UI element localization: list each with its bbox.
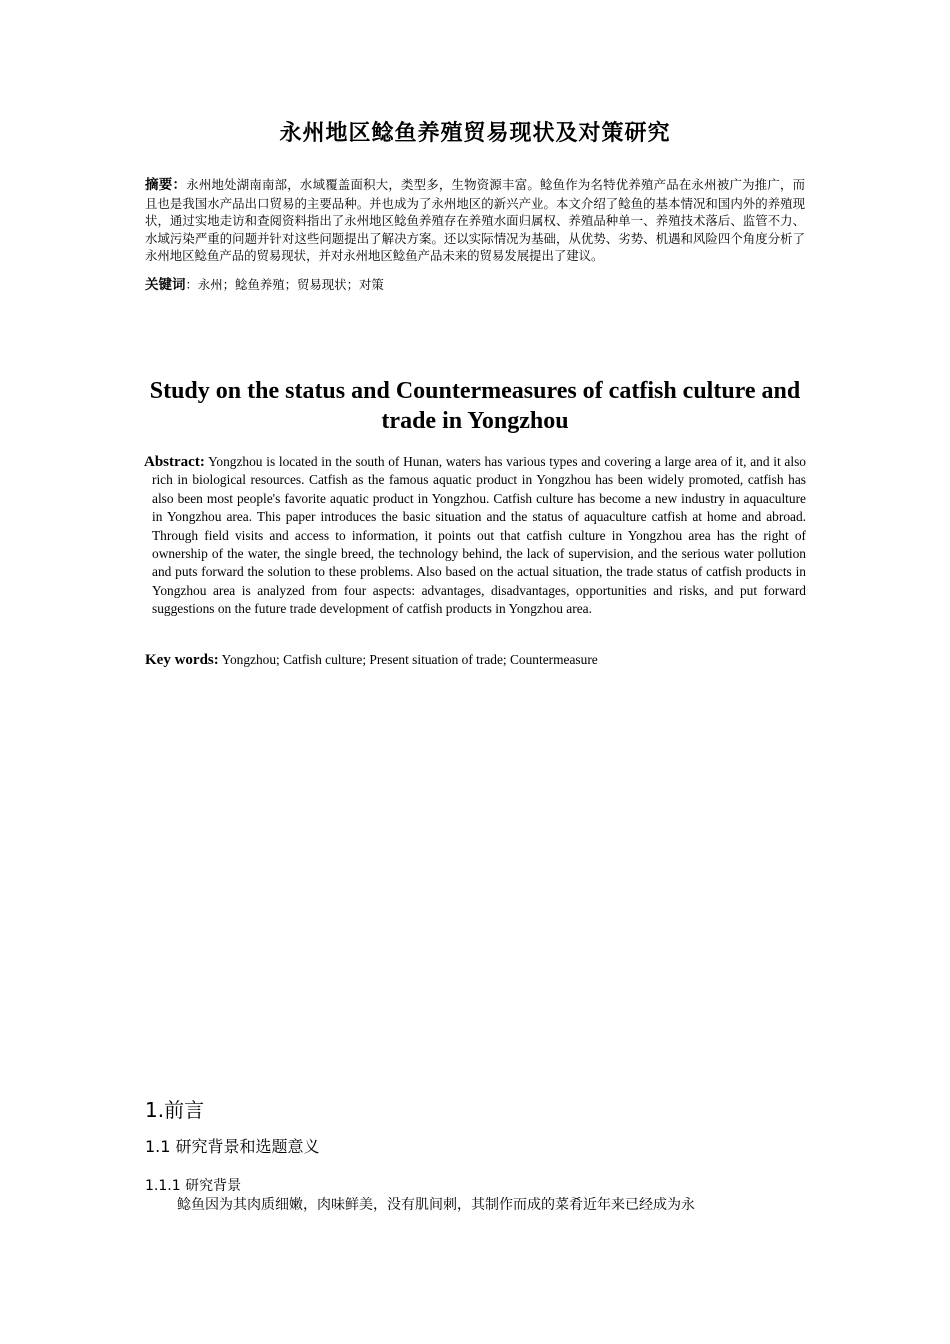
chinese-keywords: [145, 276, 805, 295]
chinese-keywords-text: ：永州；鲶鱼养殖；贸易现状；对策: [185, 277, 384, 292]
english-title: Study on the status and Countermeasures of catfish culture and trade in Yongzhou: [149, 378, 801, 434]
english-keywords-label: Key words:: [145, 652, 219, 668]
chinese-abstract-label: 摘要：: [145, 177, 187, 193]
english-keywords: [145, 651, 805, 669]
english-abstract-label: Abstract:: [144, 454, 205, 470]
section-heading-1: 1.前言: [145, 1098, 205, 1122]
chinese-abstract-text: 永州地处湖南南部，水域覆盖面积大，类型多，生物资源丰富。鲶鱼作为名特优养殖产品在永州被广为推广，而且也是我国水产品出口贸易的主要品种。并也成为了永州地区的新兴产业。本文介绍了鲶鱼的基本情况和国内外的养殖现状，通过实地走访和查阅资料指出了永州地区鲶鱼养殖存在养殖水面归属权、养殖品种单一、养殖技术落后、监管不力、水域污染严重的问题并针对这些问题提出了解决方案。还以实际情况为基础，从优势、劣势、机遇和风险四个角度分析了永州地区鲶鱼产品的贸易现状，并对永州地区鲶鱼产品未来的贸易发展提出了建议。: [145, 177, 806, 264]
english-keywords-text: Yongzhou; Catfish culture; Present situation of trade; Countermeasure: [221, 652, 598, 667]
chinese-title: 永州地区鲶鱼养殖贸易现状及对策研究: [279, 121, 671, 146]
chinese-keywords-label: 关键词: [145, 277, 186, 293]
english-abstract-text: Yongzhou is located in the south of Hunan, waters has various types and covering a large area of it, and it also rich in biological resources. Catfish as the famous aquatic product in Yongzhou has been widely promoted, catfish has also been most people's favorite aquatic product in Yongzhou. Catfish culture has become a new industry in aquaculture in Yongzhou area. This paper introduces the basic situation and the status of aquaculture catfish at home and abroad. Through field visits and access to information, it points out that catfish culture in Yongzhou area has the right of ownership of the water, the single breed, the technology behind, the lack of supervision, and the serious water pollution and puts forward the solution to these problems. Also based on the actual situation, the trade status of catfish products in Yongzhou area is analyzed from four aspects: advantages, disadvantages, opportunities and risks, and put forward suggestions on the future trade development of catfish products in Yongzhou area.: [152, 454, 806, 617]
body-paragraph: 鲶鱼因为其肉质细嫩，肉味鲜美，没有肌间刺，其制作而成的菜肴近年来已经成为永: [177, 1197, 695, 1213]
section-heading-1-1-1: 1.1.1 研究背景: [145, 1178, 242, 1194]
english-abstract: [144, 453, 806, 619]
section-heading-1-1: 1.1 研究背景和选题意义: [145, 1137, 320, 1156]
chinese-abstract: [145, 176, 805, 265]
